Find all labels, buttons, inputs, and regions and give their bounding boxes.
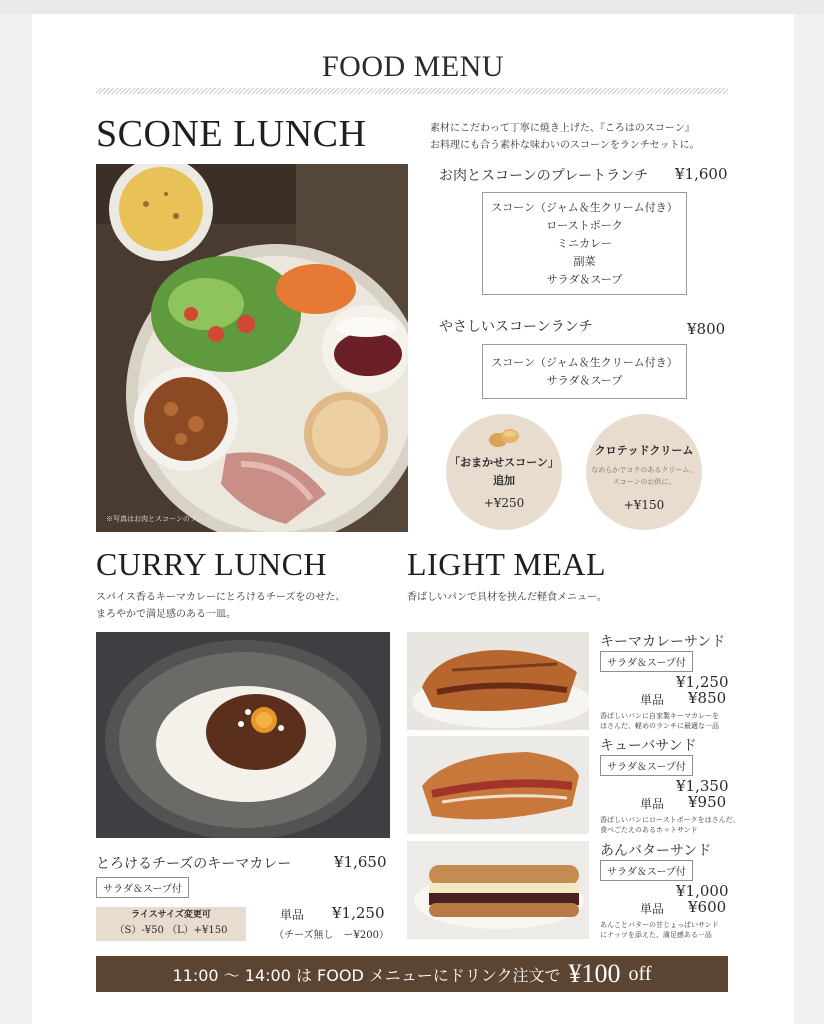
option-clotted-cream: [586, 414, 702, 530]
gentle-scone-lunch-name: やさしいスコーンランチ: [439, 319, 593, 335]
option-sub-2: スコーンのお供に。: [612, 478, 676, 486]
option-price: +¥150: [623, 498, 665, 512]
cuban-sandwich-photo: [407, 736, 589, 834]
cuban-sandwich-single-label: 単品: [640, 797, 665, 811]
contents-item: サラダ＆スープ: [546, 272, 623, 286]
contents-item: 副菜: [573, 254, 596, 268]
plate-lunch-price: ¥1,600: [675, 165, 728, 183]
option-title: クロテッドクリーム: [594, 444, 694, 457]
keema-sandwich-single-label: 単品: [640, 693, 665, 707]
title-divider: [96, 88, 728, 94]
keema-curry-name: とろけるチーズのキーマカレー: [96, 856, 292, 872]
curry-single-price: ¥1,250: [332, 904, 385, 922]
curry-set-tag: サラダ＆スープ付: [96, 877, 189, 898]
photo-caption: ※写真はお肉とスコーンのプレートランチです: [106, 515, 253, 523]
cuban-sandwich-single-price: ¥950: [688, 793, 727, 811]
keema-sandwich-desc-1: 香ばしいパンに自家製キーマカレーを: [600, 712, 719, 720]
plate-lunch-name: お肉とスコーンのプレートランチ: [439, 168, 649, 184]
anbutter-sandwich-single-label: 単品: [640, 902, 665, 916]
option-omakase-scone: [446, 414, 562, 530]
option-price: +¥250: [483, 496, 525, 510]
keema-sandwich-name: キーマカレーサンド: [600, 634, 726, 650]
drink-discount-banner: [96, 956, 728, 992]
contents-item: スコーン（ジャム＆生クリーム付き）: [491, 355, 678, 369]
curry-intro-line-1: スパイス香るキーマカレーにとろけるチーズをのせた、: [96, 592, 346, 603]
contents-item: スコーン（ジャム＆生クリーム付き）: [491, 200, 678, 214]
rice-size-title: ライスサイズ変更可: [131, 910, 211, 920]
cuban-sandwich-desc-1: 香ばしいパンにローストポークをはさんだ、: [600, 816, 740, 824]
anbutter-sandwich-photo: [407, 841, 589, 939]
scone-intro-line-2: お料理にも合う素朴な味わいのスコーンをランチセットに。: [430, 140, 700, 151]
cuban-sandwich-tag: サラダ＆スープ付: [600, 755, 693, 776]
option-title: 「おまかせスコーン」: [449, 456, 559, 469]
banner-text: 11:00 〜 14:00 は FOOD メニューにドリンク注文で: [172, 965, 561, 985]
menu-page: [32, 14, 794, 1024]
keema-sandwich-desc-2: はさんだ、軽めのランチに最適な一品: [600, 722, 719, 730]
keema-sandwich-photo: [407, 632, 589, 730]
curry-photo: [96, 632, 390, 838]
gentle-scone-lunch-price: ¥800: [687, 320, 726, 338]
anbutter-sandwich-set-price: ¥1,000: [676, 882, 729, 900]
light-meal-heading: LIGHT MEAL: [407, 546, 607, 582]
scone-plate-photo: [96, 164, 408, 532]
anbutter-sandwich-tag: サラダ＆スープ付: [600, 860, 693, 881]
gentle-scone-lunch-contents: [482, 344, 687, 399]
curry-lunch-heading: CURRY LUNCH: [96, 546, 328, 582]
top-chrome-bar: [0, 0, 824, 14]
scone-intro-line-1: 素材にこだわって丁寧に焼き上げた、『ころはのスコーン』: [430, 123, 695, 134]
keema-curry-price: ¥1,650: [334, 853, 387, 871]
light-meal-intro: 香ばしいパンで具材を挟んだ軽食メニュー。: [407, 592, 607, 603]
anbutter-sandwich-name: あんバターサンド: [600, 843, 712, 859]
banner-off: off: [628, 962, 652, 985]
plate-lunch-contents: [482, 192, 687, 295]
scone-lunch-heading: SCONE LUNCH: [96, 113, 367, 155]
contents-item: ローストポーク: [546, 218, 623, 232]
keema-sandwich-single-price: ¥850: [688, 689, 727, 707]
option-title-2: 追加: [493, 474, 515, 487]
option-sub-1: なめらかでコクのあるクリーム。: [591, 466, 697, 474]
cuban-sandwich-set-price: ¥1,350: [676, 777, 729, 795]
banner-price: ¥100: [568, 959, 621, 988]
anbutter-sandwich-desc-1: あんことバターの甘じょっぱいサンド: [600, 921, 719, 929]
rice-size-box: [96, 907, 246, 941]
scone-icon: [484, 426, 524, 450]
curry-intro-line-2: まろやかで満足感のある一皿。: [96, 609, 236, 620]
keema-sandwich-tag: サラダ＆スープ付: [600, 651, 693, 672]
curry-no-cheese-note: （チーズ無し ー¥200）: [274, 930, 389, 941]
contents-item: ミニカレー: [557, 236, 612, 250]
cuban-sandwich-desc-2: 食べごたえのあるホットサンド: [600, 826, 698, 834]
cuban-sandwich-name: キューバサンド: [600, 738, 697, 754]
curry-single-label: 単品: [280, 908, 305, 922]
page-title: FOOD MENU: [321, 50, 504, 83]
anbutter-sandwich-desc-2: にナッツを添えた、満足感ある一品: [600, 931, 712, 939]
anbutter-sandwich-single-price: ¥600: [688, 898, 727, 916]
keema-sandwich-set-price: ¥1,250: [676, 673, 729, 691]
rice-size-options: （S）-¥50 （L）+¥150: [114, 925, 228, 936]
contents-item: サラダ＆スープ: [546, 373, 623, 387]
